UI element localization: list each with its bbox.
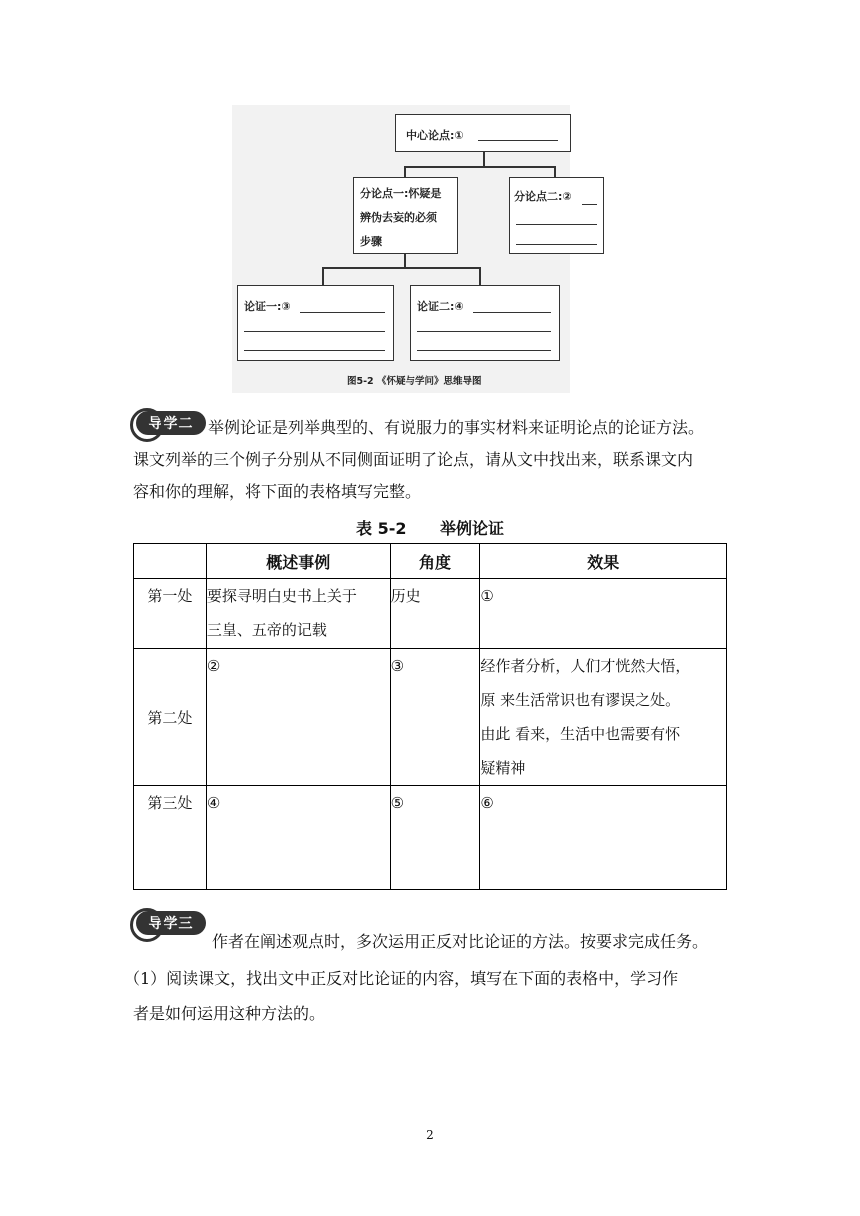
sub-point-1-line-1: 分论点一:怀疑是	[360, 187, 442, 200]
sub-point-1-box	[353, 177, 458, 254]
sub-point-2-label: 分论点二:②	[514, 190, 572, 203]
mind-map-figure	[232, 105, 570, 393]
sub-point-2-box	[509, 177, 604, 254]
argument-1-label: 论证一:③	[244, 300, 291, 313]
figure-caption: 图5-2 《怀疑与学问》思维导图	[347, 376, 482, 387]
argument-2-box	[410, 285, 560, 361]
sub-point-1-line-3: 步骤	[360, 235, 382, 248]
argument-2-label: 论证二:④	[417, 300, 464, 313]
section-2-badge: 导学二	[136, 411, 206, 435]
example-argument-table	[133, 543, 727, 890]
section-3-line-2: （1）阅读课文，找出文中正反对比论证的内容，填写在下面的表格中，学习作	[124, 969, 679, 988]
angle-cell: ⑤	[390, 786, 480, 890]
header-angle: 角度	[390, 544, 480, 579]
example-cell: ④	[206, 786, 390, 890]
table-row	[134, 579, 727, 649]
example-cell: ②	[206, 649, 390, 786]
effect-cell: ⑥	[480, 786, 727, 890]
row-label: 第二处	[134, 649, 207, 786]
table-row	[134, 649, 727, 786]
effect-cell: ①	[480, 579, 727, 649]
center-thesis-box	[395, 114, 571, 152]
header-blank	[134, 544, 207, 579]
center-thesis-label: 中心论点:①	[406, 129, 464, 142]
angle-cell: ③	[390, 649, 480, 786]
header-effect: 效果	[480, 544, 727, 579]
section-2-line-3: 容和你的理解，将下面的表格填写完整。	[133, 482, 422, 501]
page-number: 2	[426, 1128, 434, 1142]
row-label: 第一处	[134, 579, 207, 649]
example-cell: 要探寻明白史书上关于 三皇、五帝的记载	[206, 579, 390, 649]
row-label: 第三处	[134, 786, 207, 890]
angle-cell: 历史	[390, 579, 480, 649]
argument-1-box	[237, 285, 394, 361]
section-2-line-2: 课文列举的三个例子分别从不同侧面证明了论点，请从文中找出来，联系课文内	[133, 450, 694, 469]
table-row	[134, 786, 727, 890]
effect-cell: 经作者分析，人们才恍然大悟， 原 来生活常识也有谬误之处。 由此 看来，生活中也需要有怀 疑精神	[480, 649, 727, 786]
section-3-line-1: 作者在阐述观点时，多次运用正反对比论证的方法。按要求完成任务。	[212, 932, 709, 951]
header-example: 概述事例	[206, 544, 390, 579]
table-header-row	[134, 544, 727, 579]
section-2-line-1: 举例论证是列举典型的、有说服力的事实材料来证明论点的论证方法。	[208, 418, 705, 437]
table-title: 表 5-2 举例论证	[356, 519, 504, 538]
section-3-line-3: 者是如何运用这种方法的。	[133, 1004, 326, 1023]
sub-point-1-line-2: 辨伪去妄的必须	[360, 211, 437, 224]
section-3-badge: 导学三	[136, 911, 206, 935]
